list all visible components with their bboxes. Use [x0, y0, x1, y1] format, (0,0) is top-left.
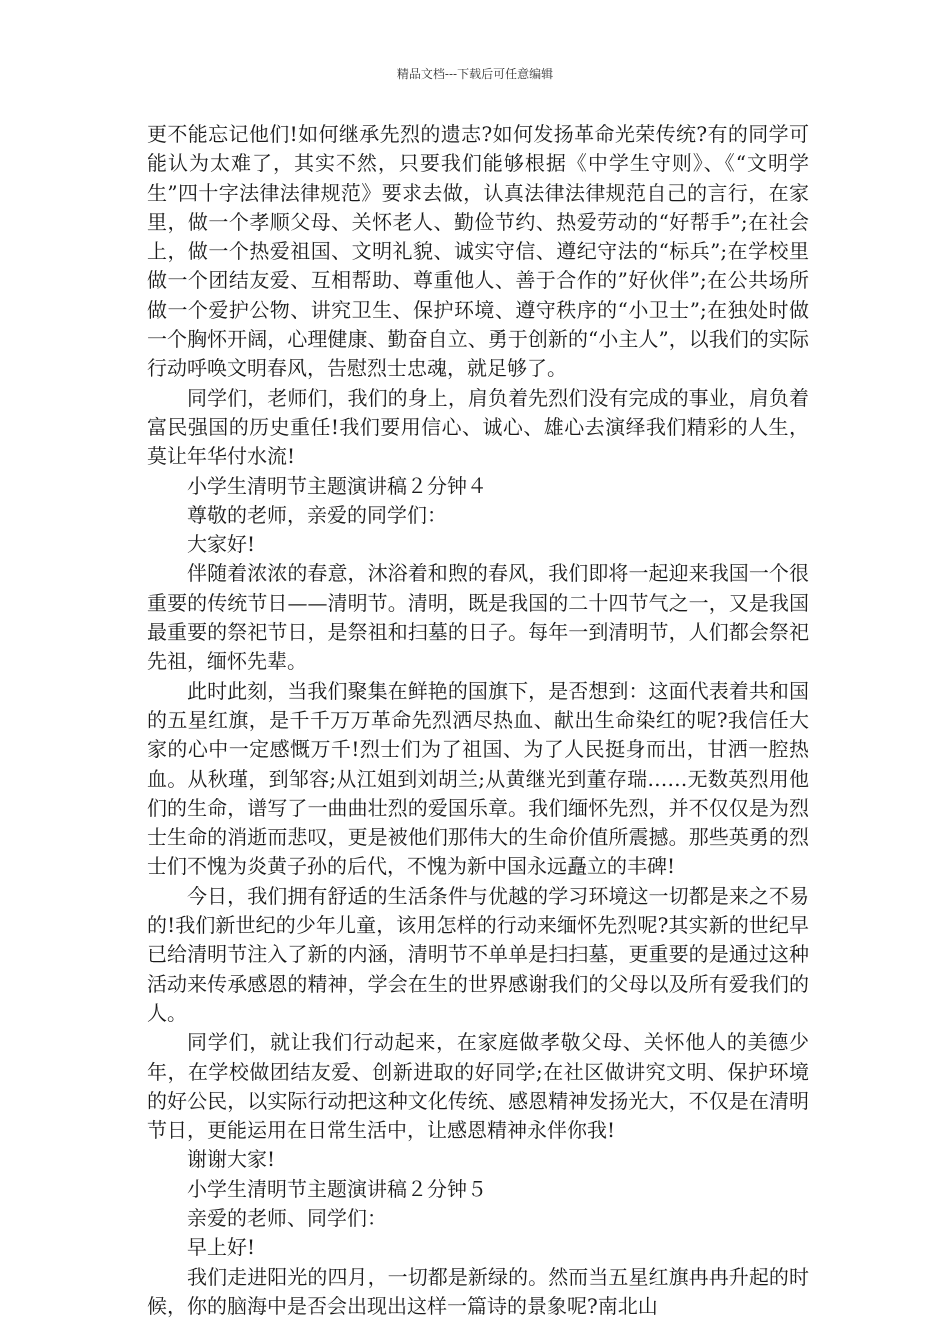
paragraph: 我们走进阳光的四月，一切都是新绿的。然而当五星红旗冉冉升起的时候，你的脑海中是否会出现出这样一篇诗的景象呢?南北山 [147, 1264, 809, 1318]
greeting: 大家好! [187, 532, 256, 557]
paragraph: 此时此刻，当我们聚集在鲜艳的国旗下，是否想到：这面代表着共和国的五星红旗，是千千万万革命先烈洒尽热血、献出生命染红的呢?我信任大家的心中一定感慨万千!烈士们为了祖国、为了人民挺身而出，甘洒一腔热血。从秋瑾，到邹容;从江姐到刘胡兰;从黄继光到董存瑞……无数英烈用他们的生命，谱写了一曲曲壮烈的爱国乐章。我们缅怀先烈，并不仅仅是为烈士生命的消逝而悲叹，更是被他们那伟大的生命价值所震撼。那些英勇的烈士们不愧为炎黄子孙的后代，不愧为新中国永远矗立的丰碑! [147, 678, 809, 879]
section-title: 小学生清明节主题演讲稿２分钟５ [187, 1176, 487, 1201]
section-title: 小学生清明节主题演讲稿２分钟４ [187, 473, 487, 498]
page-header: 精品文档---下载后可任意编辑 [396, 67, 554, 81]
greeting: 早上好! [187, 1235, 256, 1260]
salutation: 亲爱的老师、同学们： [187, 1205, 387, 1230]
salutation: 尊敬的老师，亲爱的同学们： [187, 502, 447, 527]
paragraph: 更不能忘记他们!如何继承先烈的遗志?如何发扬革命光荣传统?有的同学可能认为太难了，其实不然，只要我们能够根据《中学生守则》、《“文明学生”四十字法律法律规范》要求去做，认真法律法律规范自己的言行，在家里，做一个孝顺父母、关怀老人、勤俭节约、热爱劳动的“好帮手”;在社会上，做一个热爱祖国、文明礼貌、诚实守信、遵纪守法的“标兵”;在学校里做一个团结友爱、互相帮助、尊重他人、善于合作的”好伙伴”;在公共场所做一个爱护公物、讲究卫生、保护环境、遵守秩序的“小卫士”;在独处时做一个胸怀开阔，心理健康、勤奋自立、勇于创新的“小主人”，以我们的实际行动呼唤文明春风，告慰烈士忠魂，就足够了。 [147, 122, 809, 381]
paragraph: 同学们，就让我们行动起来，在家庭做孝敬父母、关怀他人的美德少年，在学校做团结友爱、创新进取的好同学;在社区做讲究文明、保护环境的好公民，以实际行动把这种文化传统、感恩精神发扬光大，不仅是在清明节日，更能运用在日常生活中，让感恩精神永伴你我! [147, 1030, 809, 1143]
paragraph: 同学们，老师们，我们的身上，肩负着先烈们没有完成的事业，肩负着富民强国的历史重任!我们要用信心、诚心、雄心去演绎我们精彩的人生，莫让年华付水流! [147, 385, 809, 469]
closing: 谢谢大家! [187, 1147, 276, 1172]
paragraph: 今日，我们拥有舒适的生活条件与优越的学习环境这一切都是来之不易的!我们新世纪的少年儿童，该用怎样的行动来缅怀先烈呢?其实新的世纪早已给清明节注入了新的内涵，清明节不单单是扫扫墓，更重要的是通过这种活动来传承感恩的精神，学会在生的世界感谢我们的父母以及所有爱我们的人。 [147, 883, 809, 1025]
paragraph: 伴随着浓浓的春意，沐浴着和煦的春风，我们即将一起迎来我国一个很重要的传统节日——清明节。清明，既是我国的二十四节气之一，又是我国最重要的祭祀节日，是祭祖和扫墓的日子。每年一到清明节，人们都会祭祀先祖，缅怀先辈。 [147, 561, 809, 674]
document-body [147, 120, 809, 1321]
